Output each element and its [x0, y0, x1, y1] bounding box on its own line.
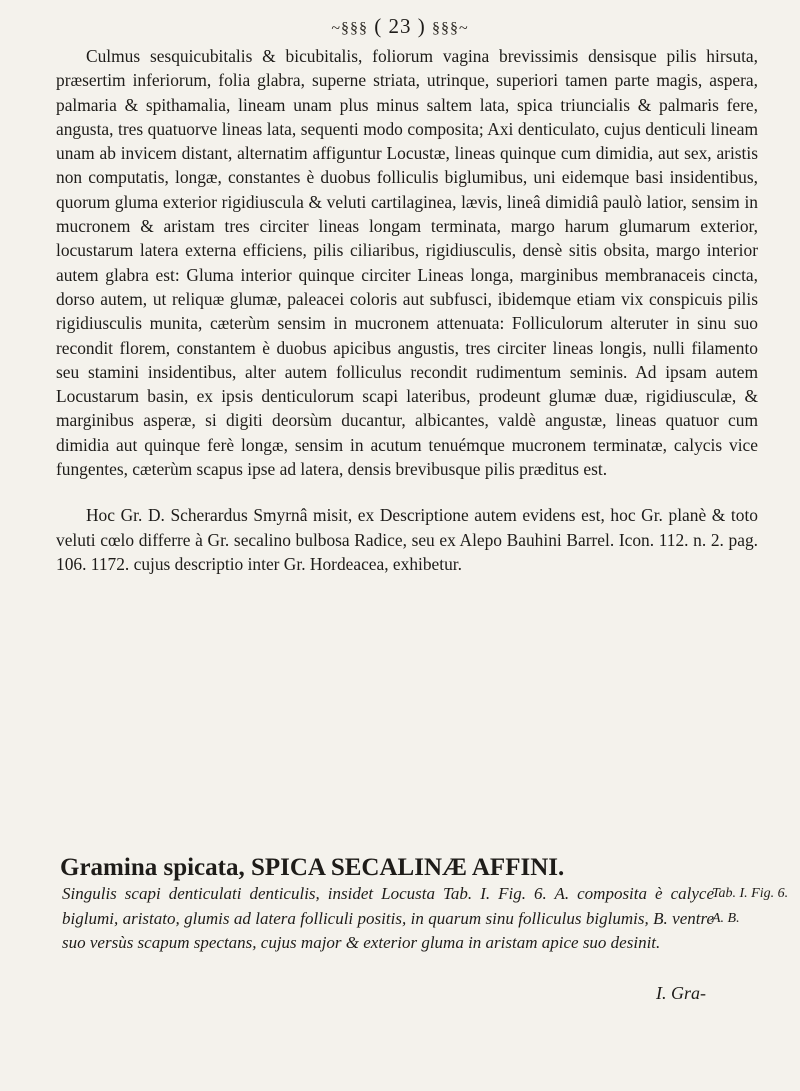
paragraph-description: Culmus sesquicubitalis & bicubitalis, foliorum vagina brevissimis densisque pilis hirsuta, præsertim inferiorum, folia glabra, superne striata, utrinque, superiori tamen parte magis, aspera, palmaria & spithamalia, lineam unam plus minus saltem lata, spica triuncialis & palmaris fere, angusta, tres quatuorve lineas lata, sequenti modo composita; Axi denticulato, cujus denticuli lineam unam ab invicem distant, alternatim affiguntur Locustæ, lineas quinque cum dimidia, aut sex, aristis non computatis, longæ, constantes è duobus folliculis biglumibus, uni eidemque basi insidentibus, quorum gluma exterior rigidiusculа & veluti cartilaginea, lævis, lineâ dimidiâ paulò latior, sensim in mucronem & aristam tres circiter lineas longam terminata, margo harum glumarum exterior, locustarum latera externa efficiens, pilis ciliaribus, rigidiusculis, densè sitis obsita, margo interior autem glabra est: Gluma interior quinque circiter Lineas longa, marginibus membranaceis cincta, dorso autem, ut reliquæ glumæ, paleacei coloris aut subfusci, ibidemque etiam vix conspicuis pilis rigidiusculis munita, cæterùm sensim in mucronem attenuata: Folliculorum alteruter in sinu suo recondit florem, constantem è duobus apicibus angustis, tres circiter lineas longis, nulli filamento seu stamini insidentibus, alter autem folliculus recondit rudimentum seminis. Ad ipsam autem Locustarum basin, ex ipsis denticulorum scapi lateribus, prodeunt glumæ duæ, rigidiusculæ, & marginibus asperæ, si digiti deorsùm ducantur, albicantes, valdè angustæ, lineas quatuor cum dimidia aut quinque ferè longæ, sensim in acutum tenuémque mucronem terminatæ, calycis vice fungentes, cæterùm scapus ipse ad latera, densis brevibusque pilis præditus est.	[56, 46, 758, 480]
margin-note-figure: Tab. I. Fig. 6.	[712, 886, 789, 901]
italic-description: Singulis scapi denticulati denticulis, insidet Locusta Tab. I. Fig. 6. A. composita è calyce biglumi, aristato, glumis ad latera folliculi positis, in quarum sinu folliculus biglumis, B. ventre suo versùs scapum spectans, cujus major & exterior gluma in aristam apice suo desinit.	[62, 884, 714, 952]
section-heading: Gramina spicata, SPICA SECALINÆ AFFINI.	[60, 854, 565, 881]
page-header	[0, 14, 800, 39]
body-text	[56, 44, 758, 576]
page-number: ( 23 )	[374, 14, 426, 38]
margin-note	[712, 882, 800, 931]
margin-note-letters: A. B.	[712, 910, 740, 926]
ornament-left: ~§§§	[331, 20, 368, 37]
paragraph-note: Hoc Gr. D. Scherardus Smyrnâ misit, ex Descriptione autem evidens est, hoc Gr. planè & toto veluti cœlo differre à Gr. secalino bulbosa Radice, seu ex Alepo Bauhini Barrel. Icon. 112. n. 2. pag. 106. 1172. cujus descriptio inter Gr. Hordeacea, exhibetur.	[56, 505, 758, 574]
catchword: I. Gra-	[656, 983, 706, 1003]
ornament-right: §§§~	[432, 20, 469, 37]
